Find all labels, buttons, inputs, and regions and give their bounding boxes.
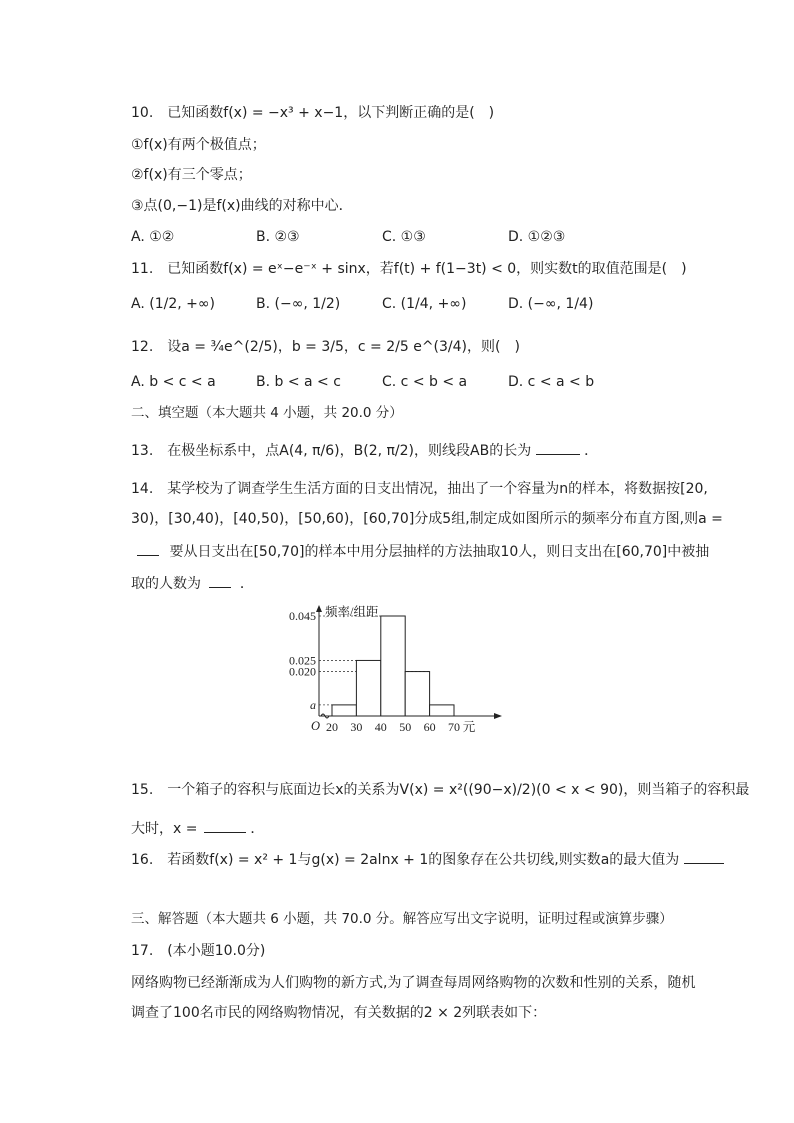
q11-option-a: A. (1/2, +∞) [131,296,215,312]
x-tick-label-40: 40 [374,720,387,734]
y-tick-label-2: 0.025 [289,653,316,668]
q14-line-2: 30)，[30,40)，[40,50)，[50,60)，[60,70]分成5组,制定成如图所示的频率分布直方图,则a = [131,511,723,527]
q10-option-b: B. ②③ [256,229,300,245]
q14-answer-blank-a [137,541,159,556]
q14-line-4-wrap [131,573,254,593]
q12-option-c: C. c < b < a [382,374,468,390]
q10-statement-2: ②f(x)有三个零点； [131,167,252,183]
x-tick-label-70: 70 [448,720,460,734]
q15-line-1: 15. 一个箱子的容积与底面边长x的关系为V(x) = x²((90−x)/2)(0 < x < 90)，则当箱子的容积最 [131,782,750,798]
q17-line-1: 网络购物已经渐渐成为人们购物的新方式,为了调查每周网络购物的次数和性别的关系，随机 [131,975,696,991]
q13-end: ． [584,443,599,459]
q10-option-d: D. ①②③ [508,229,566,245]
histogram-bar-5 [430,705,454,716]
q10-option-c: C. ①③ [382,229,426,245]
q13-answer-blank [536,440,580,455]
q12-option-b: B. b < a < c [256,374,341,390]
y-tick-label-1: 0.045 [289,609,316,623]
section-solution-heading: 三、解答题（本大题共 6 小题，共 70.0 分。解答应写出文字说明，证明过程或演算步骤） [131,911,673,927]
q12-stem: 12. 设a = ¾e^(2/5)，b = 3/5，c = 2/5 e^(3/4)，则( ) [131,339,520,355]
section-fill-in-heading: 二、填空题（本大题共 4 小题，共 20.0 分） [131,405,403,421]
y-axis-label: 频率/组距 [325,605,379,619]
q11-option-b: B. (−∞, 1/2) [256,296,341,312]
q17-line-2: 调查了100名市民的网络购物情况，有关数据的2 × 2列联表如下： [131,1005,547,1021]
q12-option-a: A. b < c < a [131,374,216,390]
q10-stem: 10. 已知函数f(x) = −x³ + x−1，以下判断正确的是( ) [131,105,495,121]
q14-line-4: 取的人数为 [131,576,201,592]
y-tick-label-3: 0.020 [289,664,316,679]
x-tick-label-50: 50 [399,720,412,734]
q15-line-2-wrap [131,818,264,838]
q16-line [131,849,724,869]
histogram-bar-3 [381,616,405,716]
q15-line-2-end: ． [250,821,265,837]
q11-option-c: C. (1/4, +∞) [382,296,467,312]
q16-answer-blank [684,849,724,864]
q13-line [131,440,598,460]
x-tick-label-30: 30 [350,720,363,734]
y-tick-label-4: a [310,697,316,712]
frequency-histogram [286,604,506,746]
x-tick-label-20: 20 [326,720,338,734]
q14-line-3: 要从日支出在[50,70]的样本中用分层抽样的方法抽取10人，则日支出在[60,70]中被抽 [169,544,710,560]
histogram-bar-1 [332,705,356,716]
x-axis-arrow-icon [494,713,502,719]
histogram-bar-4 [405,672,429,716]
q14-answer-blank-count [209,573,231,588]
q14-line-3-wrap [131,541,709,561]
q14-line-4-end: ． [239,576,254,592]
x-tick-label-60: 60 [423,720,436,734]
q17-head: 17. (本小题10.0分) [131,943,266,959]
q13-stem: 13. 在极坐标系中，点A(4, π/6)，B(2, π/2)，则线段AB的长为 [131,443,532,459]
histogram-bar-2 [356,660,380,716]
q10-statement-3: ③点(0,−1)是f(x)曲线的对称中心． [131,198,353,214]
q10-statement-1: ①f(x)有两个极值点； [131,137,266,153]
q11-option-d: D. (−∞, 1/4) [508,296,594,312]
q15-line-2: 大时，x = [131,821,198,837]
q14-line-1: 14. 某学校为了调查学生生活方面的日支出情况，抽出了一个容量为n的样本，将数据按[20, [131,481,708,497]
x-axis-label: 元 [462,720,476,734]
q16-stem: 16. 若函数f(x) = x² + 1与g(x) = 2alnx + 1的图象存在公共切线,则实数a的最大值为 [131,852,680,868]
q12-option-d: D. c < a < b [508,374,595,390]
q15-answer-blank [204,818,246,833]
y-axis-arrow-icon [316,605,322,612]
histogram-bars [332,616,454,716]
origin-label: O [311,719,321,733]
q11-stem: 11. 已知函数f(x) = eˣ−e⁻ˣ + sinx，若f(t) + f(1−3t) < 0，则实数t的取值范围是( ) [131,261,687,277]
q10-option-a: A. ①② [131,229,175,245]
